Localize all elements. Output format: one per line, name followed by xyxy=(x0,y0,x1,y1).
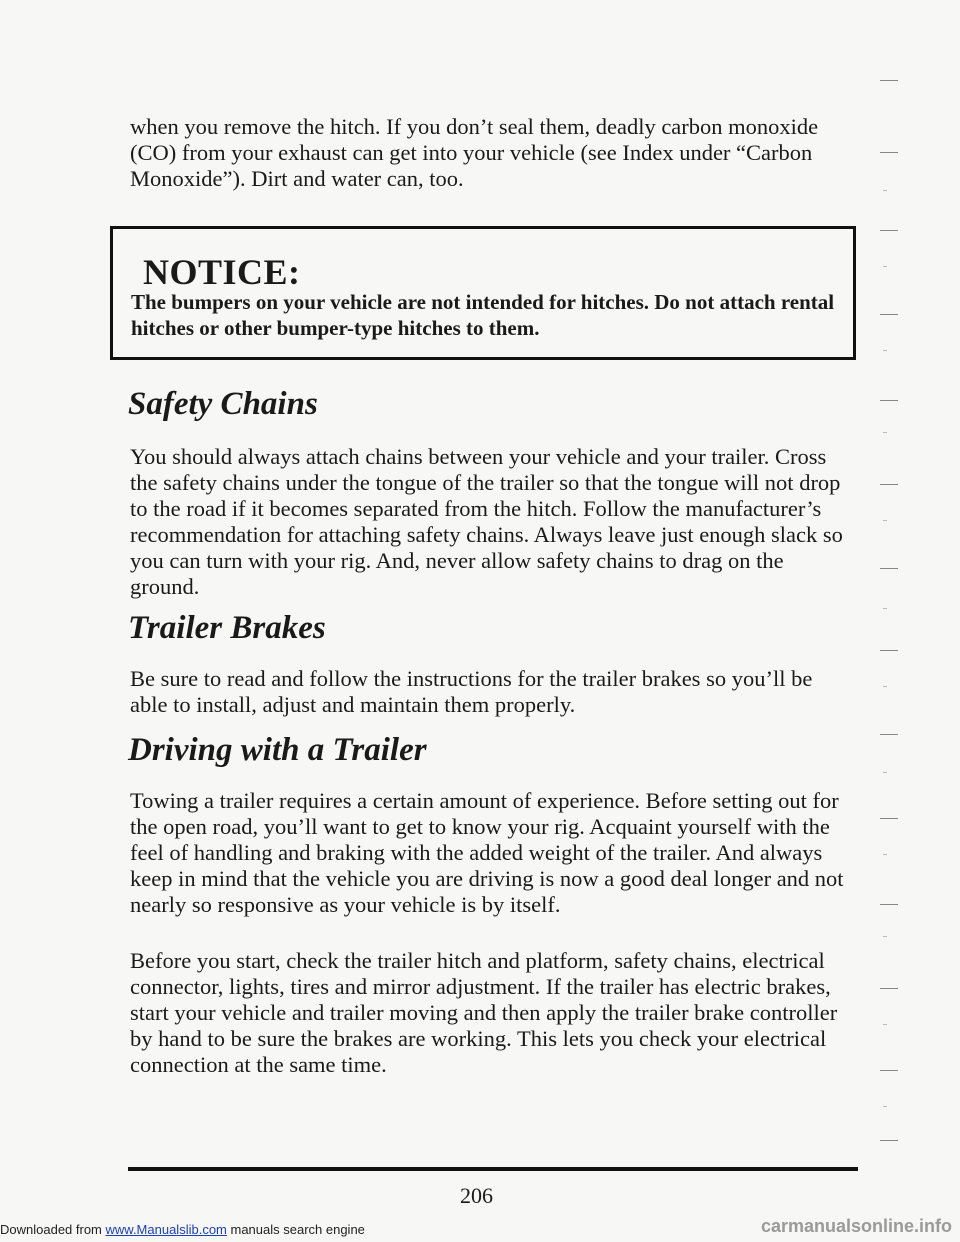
manualslib-link[interactable]: www.Manualslib.com xyxy=(105,1222,227,1237)
download-footer xyxy=(0,1222,365,1237)
watermark: carmanualsonline.info xyxy=(760,1216,952,1236)
footer-prefix: Downloaded from xyxy=(0,1222,106,1237)
footer-suffix: manuals search engine xyxy=(226,1222,365,1237)
heading-driving-with-trailer: Driving with a Trailer xyxy=(128,732,427,768)
driving-paragraph-2: Before you start, check the trailer hitch and platform, safety chains, electrical connector, lights, tires and mirror adjustment. If the trailer has electric brakes, start your vehicle and trailer moving and then apply the trailer brake controller by hand to be sure the brakes are working. This lets you check your electrical connection at the same time. xyxy=(130,948,838,1077)
notice-title: NOTICE: xyxy=(143,252,301,292)
heading-trailer-brakes: Trailer Brakes xyxy=(128,610,326,646)
notice-body: The bumpers on your vehicle are not intended for hitches. Do not attach rental hitches or other bumper-type hitches to them. xyxy=(131,290,835,340)
safety-chains-paragraph: You should always attach chains between your vehicle and your trailer. Cross the safety chains under the tongue of the trailer so that the tongue will not drop to the road if it becomes separated from the hitch. Follow the manufacturer’s recommendation for attaching safety chains. Always leave just enough slack so you can turn with your rig. And, never allow safety chains to drag on the ground. xyxy=(130,444,843,599)
trailer-brakes-paragraph: Be sure to read and follow the instructions for the trailer brakes so you’ll be able to install, adjust and maintain them properly. xyxy=(130,666,813,717)
intro-paragraph: when you remove the hitch. If you don’t seal them, deadly carbon monoxide (CO) from your exhaust can get into your vehicle (see Index under “Carbon Monoxide”). Dirt and water can, too. xyxy=(130,114,819,191)
driving-paragraph-1: Towing a trailer requires a certain amount of experience. Before setting out for the open road, you’ll want to get to know your rig. Acquaint yourself with the feel of handling and braking with the added weight of the trailer. And always keep in mind that the vehicle you are driving is now a good deal longer and not nearly so responsive as your vehicle is by itself. xyxy=(130,788,844,917)
margin-tick-marks xyxy=(875,60,935,1180)
page-number: 206 xyxy=(460,1183,493,1208)
footer-rule xyxy=(128,1167,858,1171)
heading-safety-chains: Safety Chains xyxy=(128,386,318,422)
notice-box xyxy=(110,226,856,360)
